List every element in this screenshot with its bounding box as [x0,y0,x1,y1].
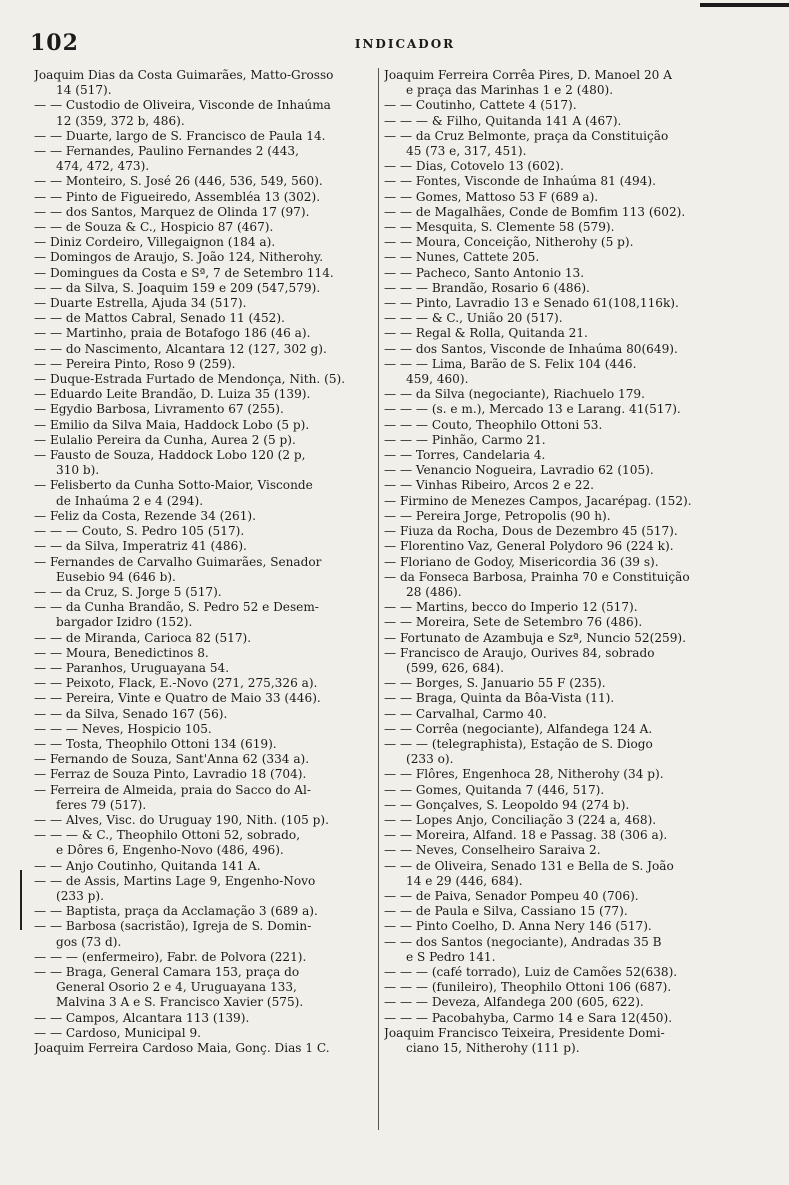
directory-entry: General Osorio 2 e 4, Uruguayana 133, [56,980,297,995]
directory-entry: feres 79 (517). [56,797,147,812]
directory-entry: — — Gomes, Quitanda 7 (446, 517). [384,782,605,797]
directory-entry: — — Peixoto, Flack, E.-Novo (271, 275,326 a). [34,676,318,691]
directory-entry: e praça das Marinhas 1 e 2 (480). [406,83,614,98]
directory-entry: — — de Souza & C., Hospicio 87 (467). [34,220,274,235]
directory-entry: — — — Deveza, Alfandega 200 (605, 622). [384,995,644,1010]
directory-entry: — — do Nascimento, Alcantara 12 (127, 302 g). [34,341,327,356]
directory-entry: — — Braga, Quinta da Bôa-Vista (11). [384,691,615,706]
directory-entry: — Duque-Estrada Furtado de Mendonça, Nith. (5). [34,372,346,387]
directory-entry: 45 (73 e, 317, 451). [406,144,527,159]
right-column [384,68,727,1056]
directory-entry: — Ferraz de Souza Pinto, Lavradio 18 (704). [34,767,307,782]
directory-entry: 459, 460). [406,372,469,387]
directory-entry: Eusebio 94 (646 b). [56,569,176,584]
directory-entry: — — Gomes, Mattoso 53 F (689 a). [384,189,599,204]
directory-entry: — — Monteiro, S. José 26 (446, 536, 549, 560). [34,174,323,189]
directory-entry: — — Pereira Pinto, Roso 9 (259). [34,356,236,371]
directory-entry: — — de Assis, Martins Lage 9, Engenho-Novo [34,873,316,888]
directory-entry: (233 o). [406,752,454,767]
directory-entry: — — — (enfermeiro), Fabr. de Polvora (221). [34,949,307,964]
directory-entry: — — da Silva, Imperatriz 41 (486). [34,539,247,554]
directory-entry: — — Vinhas Ribeiro, Arcos 2 e 22. [384,478,594,493]
directory-entry: Joaquim Francisco Teixeira, Presidente Domi- [384,1025,665,1040]
directory-entry: — — — (funileiro), Theophilo Ottoni 106 (687). [384,980,672,995]
directory-entry: — — Torres, Candelaria 4. [384,448,546,463]
directory-entry: Malvina 3 A e S. Francisco Xavier (575). [56,995,304,1010]
directory-entry: — — Duarte, largo de S. Francisco de Paula 14. [34,128,326,143]
top-rule [700,3,789,7]
directory-entry: (233 p). [56,888,104,903]
directory-entry: de Inhaúma 2 e 4 (294). [56,493,204,508]
directory-entry: — Fernando de Souza, Sant'Anna 62 (334 a). [34,752,310,767]
directory-entry: — — — Couto, Theophilo Ottoni 53. [384,417,603,432]
directory-entry: — — Regal & Rolla, Quitanda 21. [384,326,588,341]
column-divider [378,68,379,1130]
directory-entry: — — — Couto, S. Pedro 105 (517). [34,524,245,539]
directory-entry: — — — Lima, Barão de S. Felix 104 (446. [384,356,637,371]
directory-entry: — — Moreira, Alfand. 18 e Passag. 38 (306 a). [384,828,668,843]
directory-entry: — — Nunes, Cattete 205. [384,250,540,265]
directory-entry: — — da Cruz Belmonte, praça da Constituição [384,128,669,143]
directory-entry: — — Moura, Benedictinos 8. [34,645,209,660]
directory-entry: — — — (café torrado), Luiz de Camões 52(638). [384,964,678,979]
directory-entry: — — — Neves, Hospicio 105. [34,721,212,736]
directory-entry: — Eduardo Leite Brandão, D. Luiza 35 (139). [34,387,311,402]
directory-entry: 14 (517). [56,83,112,98]
directory-entry: — — Carvalhal, Carmo 40. [384,706,547,721]
directory-entry: — — Gonçalves, S. Leopoldo 94 (274 b). [384,797,630,812]
directory-entry: — — Corrêa (negociante), Alfandega 124 A. [384,721,653,736]
directory-entry: — — Campos, Alcantara 113 (139). [34,1010,250,1025]
directory-entry: — Eulalio Pereira da Cunha, Aurea 2 (5 p). [34,432,296,447]
directory-entry: — Floriano de Godoy, Misericordia 36 (39 s). [384,554,659,569]
directory-entry: — Ferreira de Almeida, praia do Sacco do Al- [34,782,311,797]
directory-entry: 310 b). [56,463,100,478]
directory-entry: ciano 15, Nitherohy (111 p). [406,1041,580,1055]
directory-entry: — Francisco de Araujo, Ourives 84, sobrado [384,645,655,660]
directory-entry: — — de Mattos Cabral, Senado 11 (452). [34,311,285,326]
directory-entry: bargador Izidro (152). [56,615,193,630]
directory-entry: — — Martinho, praia de Botafogo 186 (46 a). [34,326,311,341]
directory-entry: — Firmino de Menezes Campos, Jacarépag. (152). [384,493,692,508]
directory-entry: — Felisberto da Cunha Sotto-Maior, Visconde [34,478,313,493]
directory-entry: — — da Cruz, S. Jorge 5 (517). [34,584,222,599]
directory-entry: — Fausto de Souza, Haddock Lobo 120 (2 p, [34,448,306,463]
directory-entry: — Fernandes de Carvalho Guimarães, Senador [34,554,322,569]
directory-entry: — — Lopes Anjo, Conciliação 3 (224 a, 468). [384,812,657,827]
directory-entry: — — Fontes, Visconde de Inhaúma 81 (494). [384,174,656,189]
directory-entry: e S Pedro 141. [406,949,496,964]
directory-entry: — — Fernandes, Paulino Fernandes 2 (443, [34,144,299,159]
directory-entry: — — Mesquita, S. Clemente 58 (579). [384,220,615,235]
directory-entry: — — da Silva (negociante), Riachuelo 179. [384,387,645,402]
directory-entry: — da Fonseca Barbosa, Prainha 70 e Constituição [384,569,690,584]
directory-entry: — — — & C., União 20 (517). [384,311,563,326]
running-title: INDICADOR [354,37,456,51]
directory-entry: — — Braga, General Camara 153, praça do [34,964,300,979]
directory-entry: — — Pinto, Lavradio 13 e Senado 61(108,116k). [384,296,679,311]
directory-entry: — — da Cunha Brandão, S. Pedro 52 e Desem- [34,600,319,615]
directory-entry: — — Moura, Conceição, Nitherohy (5 p). [384,235,634,250]
margin-mark [20,870,22,930]
directory-entry: — — de Paiva, Senador Pompeu 40 (706). [384,888,639,903]
directory-entry: — — — & C., Theophilo Ottoni 52, sobrado, [34,828,301,843]
directory-entry: — — Coutinho, Cattete 4 (517). [384,98,577,113]
directory-entry: — — Pinto Coelho, D. Anna Nery 146 (517). [384,919,652,934]
directory-entry: — — Anjo Coutinho, Quitanda 141 A. [34,858,261,873]
page-header [30,30,760,60]
directory-entry: — — Baptista, praça da Acclamação 3 (689 a). [34,904,318,919]
directory-entry: — — Pereira Jorge, Petropolis (90 h). [384,508,611,523]
directory-entry: — Fiuza da Rocha, Dous de Dezembro 45 (517). [384,524,678,539]
directory-entry: — — dos Santos (negociante), Andradas 35 B [384,934,662,949]
directory-entry: — — Neves, Conselheiro Saraiva 2. [384,843,601,858]
directory-entry: 14 e 29 (446, 684). [406,873,523,888]
directory-entry: — — — Brandão, Rosario 6 (486). [384,280,590,295]
directory-entry: 28 (486). [406,584,462,599]
directory-entry: — — Venancio Nogueira, Lavradio 62 (105). [384,463,654,478]
directory-entry: — Florentino Vaz, General Polydoro 96 (224 k). [384,539,674,554]
directory-entry: — — da Silva, Senado 167 (56). [34,706,228,721]
directory-entry: — Duarte Estrella, Ajuda 34 (517). [34,296,247,311]
directory-entry: — — Tosta, Theophilo Ottoni 134 (619). [34,736,277,751]
directory-entry: — — de Miranda, Carioca 82 (517). [34,630,252,645]
directory-entry: gos (73 d). [56,934,122,949]
directory-entry: — Domingues da Costa e Sª, 7 de Setembro 114. [34,265,334,280]
directory-entry: — Emilio da Silva Maia, Haddock Lobo (5 p). [34,417,310,432]
directory-entry: — — Pacheco, Santo Antonio 13. [384,265,585,280]
directory-entry: — Egydio Barbosa, Livramento 67 (255). [34,402,284,417]
directory-entry: — — Dias, Cotovelo 13 (602). [384,159,564,174]
directory-entry: — Domingos de Araujo, S. João 124, Nitherohy. [34,250,324,265]
directory-entry: 474, 472, 473). [56,159,150,174]
left-column [34,68,369,1056]
directory-entry: — — Paranhos, Uruguayana 54. [34,660,230,675]
directory-entry: — — Custodio de Oliveira, Visconde de Inhaúma [34,98,331,113]
directory-entry: — — — Pacobahyba, Carmo 14 e Sara 12(450). [384,1010,673,1025]
directory-entry: — — dos Santos, Marquez de Olinda 17 (97). [34,204,310,219]
directory-entry: — Feliz da Costa, Rezende 34 (261). [34,508,256,523]
directory-entry: — Fortunato de Azambuja e Szª, Nuncio 52(259). [384,630,686,645]
directory-entry: — — Martins, becco do Imperio 12 (517). [384,600,638,615]
directory-entry: — — de Paula e Silva, Cassiano 15 (77). [384,904,628,919]
directory-entry: e Dôres 6, Engenho-Novo (486, 496). [56,843,284,858]
directory-entry: — — Flôres, Engenhoca 28, Nitherohy (34 p). [384,767,664,782]
directory-entry: — — Barbosa (sacristão), Igreja de S. Domin- [34,919,312,934]
directory-entry: Joaquim Ferreira Corrêa Pires, D. Manoel 20 A [384,68,672,82]
directory-entry: — — de Magalhães, Conde de Bomfim 113 (602). [384,204,686,219]
page-number: 102 [30,30,79,56]
directory-entry: — — da Silva, S. Joaquim 159 e 209 (547,579). [34,280,321,295]
directory-entry: — — de Oliveira, Senado 131 e Bella de S. João [384,858,674,873]
directory-entry: — — — & Filho, Quitanda 141 A (467). [384,113,622,128]
directory-entry: (599, 626, 684). [406,660,504,675]
directory-entry: — — Cardoso, Municipal 9. [34,1025,201,1040]
directory-entry: — Diniz Cordeiro, Villegaignon (184 a). [34,235,276,250]
directory-entry: — — — Pinhão, Carmo 21. [384,432,546,447]
directory-entry: — — dos Santos, Visconde de Inhaúma 80(649). [384,341,678,356]
directory-entry: 12 (359, 372 b, 486). [56,113,185,128]
directory-entry: Joaquim Dias da Costa Guimarães, Matto-Grosso [34,68,334,82]
directory-entry: — — — (telegraphista), Estação de S. Diogo [384,736,653,751]
directory-entry: — — — (s. e m.), Mercado 13 e Larang. 41(517). [384,402,681,417]
directory-entry: — — Borges, S. Januario 55 F (235). [384,676,606,691]
directory-entry: — — Pinto de Figueiredo, Assembléa 13 (302). [34,189,321,204]
directory-entry: Joaquim Ferreira Cardoso Maia, Gonç. Dias 1 C. [34,1041,330,1055]
directory-entry: — — Pereira, Vinte e Quatro de Maio 33 (446). [34,691,321,706]
directory-entry: — — Alves, Visc. do Uruguay 190, Nith. (105 p). [34,812,329,827]
directory-entry: — — Moreira, Sete de Setembro 76 (486). [384,615,643,630]
